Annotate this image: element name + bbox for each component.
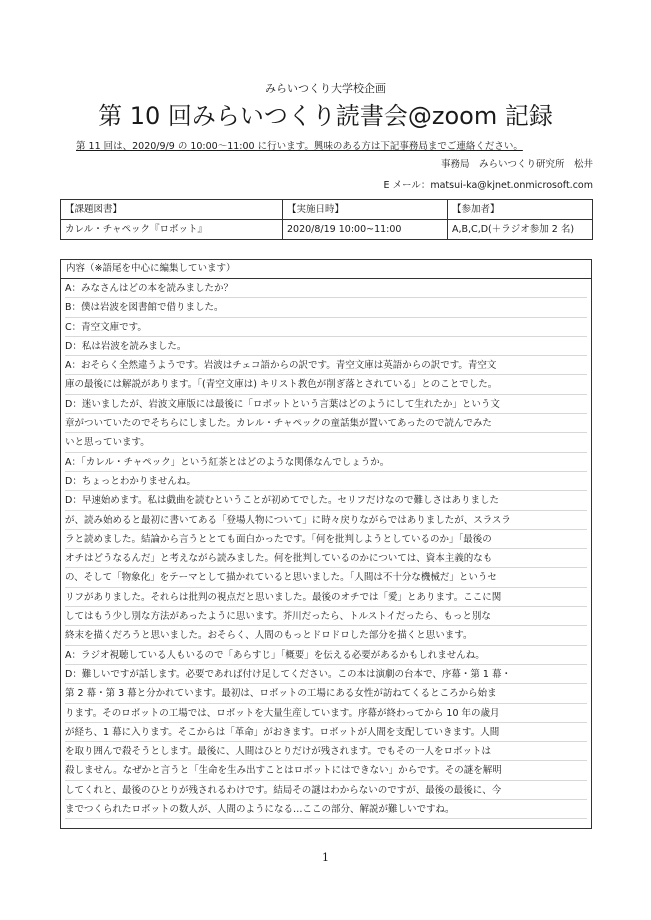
transcript-line: してはもう少し別な方法があったように思います。芥川だったら、トルストイだったら、もっと別な — [65, 607, 587, 626]
transcript-line: D：迷いましたが、岩波文庫版には最後に「ロボットという言葉はどのようにして生れたか」という文 — [65, 395, 587, 414]
transcript-line: 殺しません。なぜかと言うと「生命を生み出すことはロボットにはできない」からです。その謎を解明 — [65, 761, 587, 780]
info-table-value-row — [61, 220, 593, 240]
event-series-label: みらいつくり大学校企画 — [265, 82, 386, 95]
transcript-line: が、読み始めると最初に書いてある「登場人物について」に時々戻りながらではありましたが、スラスラ — [65, 511, 587, 530]
transcript-line: 終末を描くだろうと思いました。おそらく、人間のもっとドロドロした部分を描くと思います。 — [65, 626, 587, 645]
page-title: 第 10 回みらいつくり読書会@zoom 記録 — [98, 102, 553, 130]
transcript-lines — [61, 279, 591, 819]
transcript-line: D：私は岩波を読みました。 — [65, 337, 587, 356]
transcript-line: D：早速始めます。私は戯曲を読むということが初めてでした。セリフだけなので難しさはありました — [65, 491, 587, 510]
transcript-line: が経ち、1 幕に入ります。そこからは「革命」がおきます。ロボットが人間を支配していきます。人間 — [65, 723, 587, 742]
content-heading: 内容（※語尾を中心に編集しています） — [61, 260, 591, 279]
page-number: 1 — [322, 851, 329, 864]
header-cell-participants: 【参加者】 — [448, 200, 593, 220]
header-cell-book: 【課題図書】 — [61, 200, 283, 220]
transcript-line: 庫の最後には解説があります。「(青空文庫は) キリスト教色が削ぎ落とされている」とのことでした。 — [65, 375, 587, 394]
transcript-line: 章がついていたのでそちらにしました。カレル・チャペックの童話集が置いてあったので読んでみた — [65, 414, 587, 433]
transcript-line: 第 2 幕・第 3 幕と分かれています。最初は、ロボットの工場にある女性が訪ねてくるところから始ま — [65, 684, 587, 703]
transcript-line: A：おそらく全然違うようです。岩波はチェコ語からの訳です。青空文庫は英語からの訳です。青空文 — [65, 356, 587, 375]
transcript-line: オチはどうなるんだ」と考えながら読みました。何を批判しているのかについては、資本主義的なも — [65, 549, 587, 568]
transcript-line: B：僕は岩波を図書館で借りました。 — [65, 298, 587, 317]
transcript-line: A：みなさんはどの本を読みましたか？ — [65, 279, 587, 298]
value-cell-participants: A,B,C,D(＋ラジオ参加 2 名) — [448, 220, 593, 240]
header-cell-datetime: 【実施日時】 — [283, 200, 448, 220]
transcript-line: リフがありました。それらは批判の視点だと思いました。最後のオチでは「愛」とあります。ここに関 — [65, 588, 587, 607]
value-cell-datetime: 2020/8/19 10:00~11:00 — [283, 220, 448, 240]
transcript-line: までつくられたロボットの数人が、人間のようになる…ここの部分、解説が難しいですね。 — [65, 800, 587, 819]
transcript-line: A：ラジオ視聴している人もいるので「あらすじ」「概要」を伝える必要があるかもしれませんね。 — [65, 646, 587, 665]
office-contact: 事務局 みらいつくり研究所 松井 — [440, 159, 593, 170]
transcript-line: A：「カレル・チャペック」という紅茶とはどのような関係なんでしょうか。 — [65, 453, 587, 472]
next-session-notice: 第 11 回は、2020/9/9 の 10:00〜11:00 に行います。興味のある方は下記事務局までご連絡ください。 — [76, 141, 523, 152]
email-contact: E メール：matsui-ka@kjnet.onmicrosoft.com — [383, 180, 593, 191]
transcript-line: D：ちょっとわかりませんね。 — [65, 472, 587, 491]
transcript-line: を取り囲んで殺そうとします。最後に、人間はひとりだけが残されます。でもその一人をロボットは — [65, 742, 587, 761]
transcript-line: C：青空文庫です。 — [65, 318, 587, 337]
transcript-line: いと思っています。 — [65, 433, 587, 452]
value-cell-book: カレル・チャペック『ロボット』 — [61, 220, 283, 240]
transcript-line: ります。そのロボットの工場では、ロボットを大量生産しています。序幕が終わってから 10 年の歳月 — [65, 704, 587, 723]
transcript-line: ラと読めました。結論から言うととても面白かったです。「何を批判しようとしているのか」「最後の — [65, 530, 587, 549]
transcript-line: の、そして「物象化」をテーマとして描かれていると思いました。「人間は不十分な機械だ」というセ — [65, 568, 587, 587]
info-table-header-row — [61, 200, 593, 220]
content-box — [60, 259, 592, 829]
transcript-line: D：難しいですが話します。必要であれば付け足してください。この本は演劇の台本で、序幕・第 1 幕・ — [65, 665, 587, 684]
session-info-table — [60, 199, 593, 240]
transcript-line: してくれと、最後のひとりが残されるわけです。結局その謎はわからないのですが、最後の最後に、今 — [65, 781, 587, 800]
